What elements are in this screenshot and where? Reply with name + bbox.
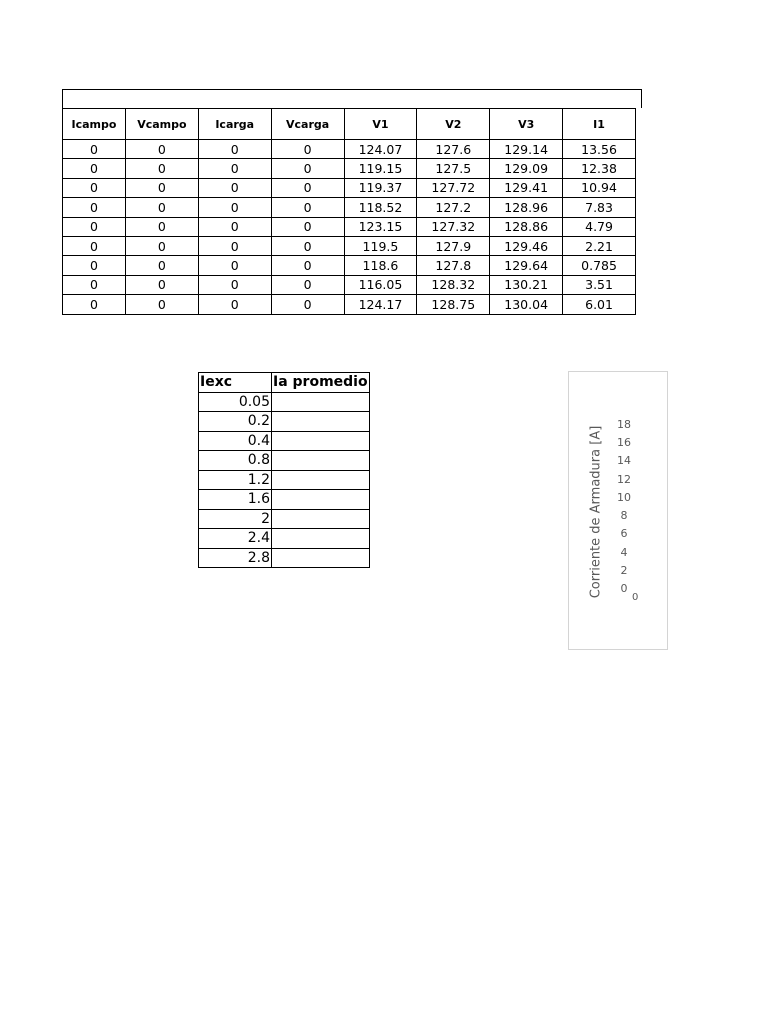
table-cell[interactable]: 129.09 — [490, 159, 563, 178]
table-cell[interactable]: 0 — [271, 217, 344, 236]
table-cell[interactable]: 0 — [125, 217, 198, 236]
table-cell[interactable]: 10.94 — [563, 178, 636, 197]
table-cell[interactable]: 119.37 — [344, 178, 417, 197]
table-cell[interactable]: 0 — [198, 159, 271, 178]
header-v3[interactable]: V3 — [490, 109, 563, 140]
iexc-cell[interactable]: 2 — [199, 509, 272, 529]
iexc-cell[interactable]: 1.6 — [199, 490, 272, 510]
y-tick-label: 14 — [617, 454, 631, 468]
table-cell[interactable]: 0 — [271, 198, 344, 217]
table-cell[interactable]: 7.83 — [563, 198, 636, 217]
header-icampo[interactable]: Icampo — [63, 109, 126, 140]
table-cell[interactable]: 0 — [271, 295, 344, 314]
table-row — [199, 509, 370, 529]
table-row — [63, 159, 636, 178]
table-cell[interactable]: 127.9 — [417, 236, 490, 255]
table-row — [63, 140, 636, 159]
table-cell[interactable]: 12.38 — [563, 159, 636, 178]
table-row — [63, 275, 636, 294]
header-iexc[interactable]: Iexc — [199, 373, 272, 393]
table-row — [63, 198, 636, 217]
iexc-cell[interactable]: 2.8 — [199, 548, 272, 568]
table-cell[interactable]: 0 — [63, 275, 126, 294]
ia-promedio-cell[interactable] — [272, 470, 370, 490]
table-cell[interactable]: 130.21 — [490, 275, 563, 294]
table-cell[interactable]: 127.2 — [417, 198, 490, 217]
table-cell[interactable]: 0 — [63, 159, 126, 178]
table-cell[interactable]: 118.6 — [344, 256, 417, 275]
table-cell[interactable]: 118.52 — [344, 198, 417, 217]
table-cell[interactable]: 0 — [198, 295, 271, 314]
header-vcampo[interactable]: Vcampo — [125, 109, 198, 140]
y-tick-label: 2 — [620, 563, 628, 577]
iexc-cell[interactable]: 0.8 — [199, 451, 272, 471]
table-row — [199, 548, 370, 568]
table-row — [199, 451, 370, 471]
iexc-cell[interactable]: 0.4 — [199, 431, 272, 451]
table-cell[interactable]: 0 — [198, 275, 271, 294]
iexc-cell[interactable]: 0.05 — [199, 392, 272, 412]
table-cell[interactable]: 127.6 — [417, 140, 490, 159]
table-row — [199, 412, 370, 432]
merged-title-cell[interactable] — [62, 89, 642, 108]
table-row — [63, 256, 636, 275]
y-tick-label: 12 — [617, 472, 631, 486]
table-cell[interactable]: 0 — [125, 236, 198, 255]
header-icarga[interactable]: Icarga — [198, 109, 271, 140]
y-tick-label: 16 — [617, 436, 631, 450]
table-cell[interactable]: 119.5 — [344, 236, 417, 255]
y-tick-label: 18 — [617, 418, 631, 431]
table-row — [63, 217, 636, 236]
table-row — [63, 178, 636, 197]
table-cell[interactable]: 129.14 — [490, 140, 563, 159]
table-cell[interactable]: 123.15 — [344, 217, 417, 236]
table-cell[interactable]: 0.785 — [563, 256, 636, 275]
table-cell[interactable]: 129.46 — [490, 236, 563, 255]
excitation-table — [198, 372, 370, 568]
table-cell[interactable]: 130.04 — [490, 295, 563, 314]
table-row — [199, 431, 370, 451]
table-cell[interactable]: 116.05 — [344, 275, 417, 294]
table-cell[interactable]: 2.21 — [563, 236, 636, 255]
table-row — [63, 236, 636, 255]
table-cell[interactable]: 0 — [125, 159, 198, 178]
y-tick-label: 4 — [620, 545, 628, 559]
table-cell[interactable]: 119.15 — [344, 159, 417, 178]
table-cell[interactable]: 129.41 — [490, 178, 563, 197]
table-cell[interactable]: 0 — [198, 178, 271, 197]
table-cell[interactable]: 0 — [125, 198, 198, 217]
header-vcarga[interactable]: Vcarga — [271, 109, 344, 140]
table-row — [199, 470, 370, 490]
y-axis-label: Corriente de Armadura [A] — [588, 425, 604, 599]
ia-promedio-cell[interactable] — [272, 431, 370, 451]
table-cell[interactable]: 0 — [271, 140, 344, 159]
header-ia-promedio[interactable]: Ia promedio — [273, 374, 368, 391]
table-cell[interactable]: 0 — [63, 178, 126, 197]
ia-promedio-cell[interactable] — [272, 490, 370, 510]
header-v1[interactable]: V1 — [344, 109, 417, 140]
ia-promedio-cell[interactable] — [272, 412, 370, 432]
table-cell[interactable]: 128.32 — [417, 275, 490, 294]
table-cell[interactable]: 129.64 — [490, 256, 563, 275]
y-tick-label: 10 — [617, 490, 631, 504]
measurements-table — [62, 108, 636, 315]
table-cell[interactable]: 0 — [271, 236, 344, 255]
iexc-cell[interactable]: 2.4 — [199, 529, 272, 549]
table-cell[interactable]: 4.79 — [563, 217, 636, 236]
ia-promedio-cell[interactable] — [272, 548, 370, 568]
ia-promedio-cell[interactable] — [272, 509, 370, 529]
table-cell[interactable]: 13.56 — [563, 140, 636, 159]
ia-promedio-cell[interactable] — [272, 451, 370, 471]
iexc-cell[interactable]: 1.2 — [199, 470, 272, 490]
table-cell[interactable]: 0 — [198, 256, 271, 275]
table-cell[interactable]: 0 — [63, 217, 126, 236]
iexc-cell[interactable]: 0.2 — [199, 412, 272, 432]
table-cell[interactable]: 0 — [198, 198, 271, 217]
table-cell[interactable]: 0 — [63, 140, 126, 159]
table-cell[interactable]: 0 — [271, 178, 344, 197]
table-row — [199, 392, 370, 412]
header-v2[interactable]: V2 — [417, 109, 490, 140]
table-cell[interactable]: 128.75 — [417, 295, 490, 314]
table-cell[interactable]: 127.72 — [417, 178, 490, 197]
header-i1[interactable]: I1 — [563, 109, 636, 140]
y-tick-label: 6 — [620, 527, 628, 541]
x-tick-label: 0 — [632, 592, 639, 603]
table-row — [63, 295, 636, 314]
table-row — [199, 529, 370, 549]
table-cell[interactable]: 0 — [63, 256, 126, 275]
table-cell[interactable]: 127.5 — [417, 159, 490, 178]
table-cell[interactable]: 128.96 — [490, 198, 563, 217]
table-cell[interactable]: 0 — [63, 198, 126, 217]
table-cell[interactable]: 0 — [125, 275, 198, 294]
table-cell[interactable]: 0 — [63, 295, 126, 314]
table-cell[interactable]: 0 — [125, 256, 198, 275]
table-cell[interactable]: 0 — [271, 275, 344, 294]
table-cell[interactable]: 0 — [125, 295, 198, 314]
table-cell[interactable]: 0 — [198, 236, 271, 255]
table-cell[interactable]: 0 — [63, 236, 126, 255]
table-cell[interactable]: 0 — [271, 256, 344, 275]
table-header-row — [63, 109, 636, 140]
ia-promedio-cell[interactable] — [272, 529, 370, 549]
table-cell[interactable]: 0 — [125, 178, 198, 197]
table-cell[interactable]: 0 — [198, 217, 271, 236]
table-cell[interactable]: 127.8 — [417, 256, 490, 275]
table-cell[interactable]: 124.17 — [344, 295, 417, 314]
table-cell[interactable]: 6.01 — [563, 295, 636, 314]
table-cell[interactable]: 124.07 — [344, 140, 417, 159]
ia-promedio-cell[interactable] — [272, 392, 370, 412]
table-cell[interactable]: 128.86 — [490, 217, 563, 236]
table-cell[interactable]: 3.51 — [563, 275, 636, 294]
table-cell[interactable]: 0 — [125, 140, 198, 159]
table-row — [199, 490, 370, 510]
y-tick-label: 8 — [620, 509, 628, 523]
table-cell[interactable]: 0 — [271, 159, 344, 178]
table-cell[interactable]: 0 — [198, 140, 271, 159]
y-tick-label: 0 — [620, 582, 628, 595]
table-cell[interactable]: 127.32 — [417, 217, 490, 236]
table-header-row — [199, 373, 370, 393]
